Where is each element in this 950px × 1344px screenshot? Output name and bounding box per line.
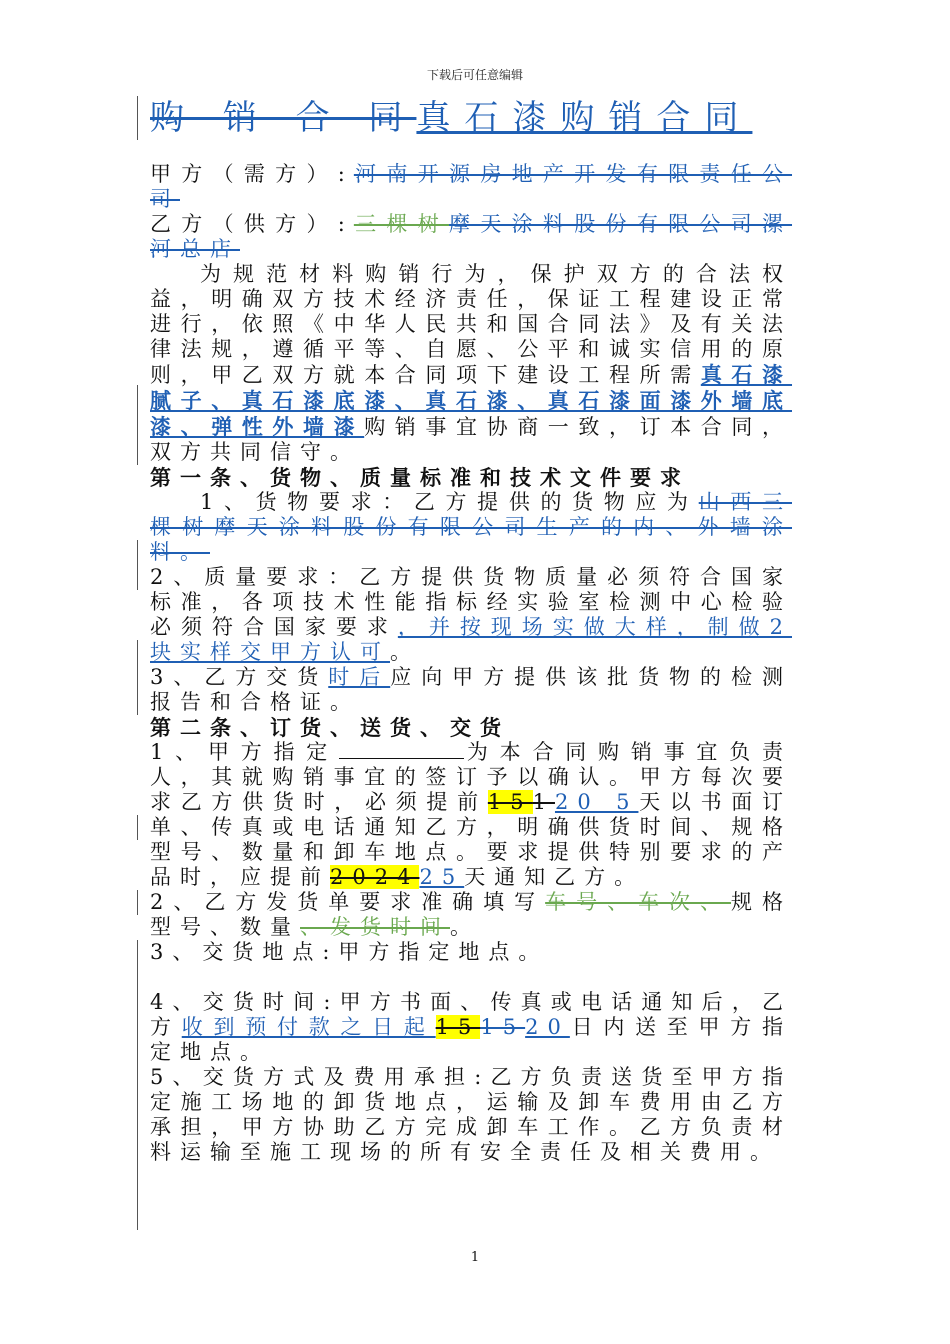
article-2-item-5: 5、交货方式及费用承担:乙方负责送货至甲方指定施工场地的卸货地点，运输及卸车费用由乙方承担，甲方协助乙方完成卸车工作。乙方负责材料运输至施工现场的所有安全责任及相关费用。 bbox=[150, 1065, 792, 1164]
page-header: 下载后可任意编辑 bbox=[426, 68, 523, 82]
title-inserted: 真石漆购销合同 bbox=[416, 98, 753, 138]
item-end: 。 bbox=[390, 640, 420, 664]
inserted-number: 20 bbox=[525, 1015, 570, 1039]
party-a-line bbox=[150, 162, 792, 212]
intro-text: 为规范材料购销行为，保护双方的合法权益，明确双方技术经济责任，保证工程建设正常进行，依照《中华人民共和国合同法》及有关法律法规，遵循平等、自愿、公平和诚实信用的原则，甲乙双方就本合同项下建设工程所需 bbox=[150, 262, 792, 387]
item-text-end: 应向甲方提供该批货物的检测报告和合格证。 bbox=[150, 665, 792, 714]
change-bar bbox=[137, 540, 138, 590]
item-label: 1、货物要求：乙方提供的货物应为 bbox=[200, 490, 699, 514]
item-text: 天以书面订单、传真或电话通知乙方，明确供货时间、规格型号、数量和卸车地点。要求提供特别要求的产品时，应提前 bbox=[150, 790, 793, 889]
item-text: 2、质量要求：乙方提供货物质量必须符合国家标准，各项技术性能指标经实验室检测中心检验必须符合国家要求 bbox=[150, 565, 792, 639]
item-text: 规格型号、数量 bbox=[150, 890, 792, 939]
item-text-end: 日内送至甲方指定地点。 bbox=[150, 1015, 793, 1064]
deleted-number: 15 bbox=[480, 1015, 526, 1039]
highlighted-deleted: 15 bbox=[487, 790, 533, 814]
article-2-item-3: 3、交货地点:甲方指定地点。 bbox=[150, 940, 549, 964]
item-text: 1、甲方指定 bbox=[150, 740, 340, 764]
party-b-line bbox=[150, 212, 792, 262]
party-a-label: 甲方（需方）: bbox=[150, 162, 354, 186]
deleted-text: 车号、车次、 bbox=[545, 890, 732, 914]
item-value: 山西三棵树摩天涂料股份有限公司生产的内、外墙涂料。 bbox=[150, 490, 792, 564]
change-bar bbox=[137, 96, 138, 140]
change-bar bbox=[137, 990, 138, 1230]
article-1-item-1 bbox=[150, 490, 792, 565]
change-bar bbox=[137, 940, 138, 990]
product-list: 真石漆腻子、真石漆底漆、真石漆、真石漆面漆外墙底漆、弹性外墙漆 bbox=[150, 362, 793, 439]
item-end: 。 bbox=[450, 915, 480, 939]
intro-text-end: 购销事宜协商一致，订本合同，双方共同信守。 bbox=[150, 415, 793, 464]
article-1-title: 第一条、货物、质量标准和技术文件要求 bbox=[150, 465, 690, 490]
item-text-end: 天通知乙方。 bbox=[464, 865, 645, 889]
party-a-name: 河南开源房地产开发有限责任公司 bbox=[150, 162, 793, 211]
item-deleted: 时后 bbox=[328, 665, 391, 689]
item-text: 3、乙方交货 bbox=[150, 665, 329, 689]
change-bar bbox=[137, 890, 138, 915]
article-1-item-3 bbox=[150, 665, 792, 715]
party-b-label: 乙方（供方）: bbox=[150, 212, 354, 236]
article-2-item-4 bbox=[150, 990, 792, 1065]
responsible-person-blank[interactable] bbox=[339, 740, 464, 759]
inserted-number: 25 bbox=[419, 865, 465, 889]
item-inserted: ，并按现场实做大样，制做2块实样交甲方认可 bbox=[150, 615, 792, 664]
highlighted-deleted: 2024 bbox=[330, 865, 420, 889]
article-2-item-2 bbox=[150, 890, 792, 940]
party-b-name-deleted: 三棵树 bbox=[353, 212, 450, 236]
item-text: 为本合同购销事宜负责人，其就购销事宜的签订予以确认。甲方每次要求乙方供货时，必须提前 bbox=[150, 740, 792, 814]
inserted-text: 收到预付款之日起 bbox=[181, 1015, 436, 1039]
title-deleted: 购 销 合 同 bbox=[150, 98, 417, 138]
page-number: 1 bbox=[470, 1250, 480, 1265]
blank-line bbox=[150, 965, 792, 990]
change-bar bbox=[137, 640, 138, 715]
item-text: 4、交货时间:甲方书面、传真或电话通知后，乙方 bbox=[150, 990, 792, 1039]
deleted-text: 、发货时间 bbox=[300, 915, 450, 939]
change-bar bbox=[137, 385, 138, 465]
party-b-name: 摩天涂料股份有限公司漯河总店 bbox=[150, 212, 793, 261]
document-title bbox=[150, 96, 792, 140]
article-1-item-2 bbox=[150, 565, 792, 665]
article-2-item-1 bbox=[150, 740, 792, 890]
change-bar bbox=[137, 815, 138, 840]
highlighted-deleted: 15 bbox=[435, 1015, 481, 1039]
article-2-title: 第二条、订货、送货、交货 bbox=[150, 715, 510, 740]
document-body bbox=[150, 96, 792, 1165]
item-text: 2、乙方发货单要求准确填写 bbox=[150, 890, 546, 914]
intro-paragraph bbox=[150, 262, 792, 465]
inserted-number: 20 5 bbox=[554, 790, 639, 814]
deleted-digit: 1 bbox=[532, 790, 555, 814]
